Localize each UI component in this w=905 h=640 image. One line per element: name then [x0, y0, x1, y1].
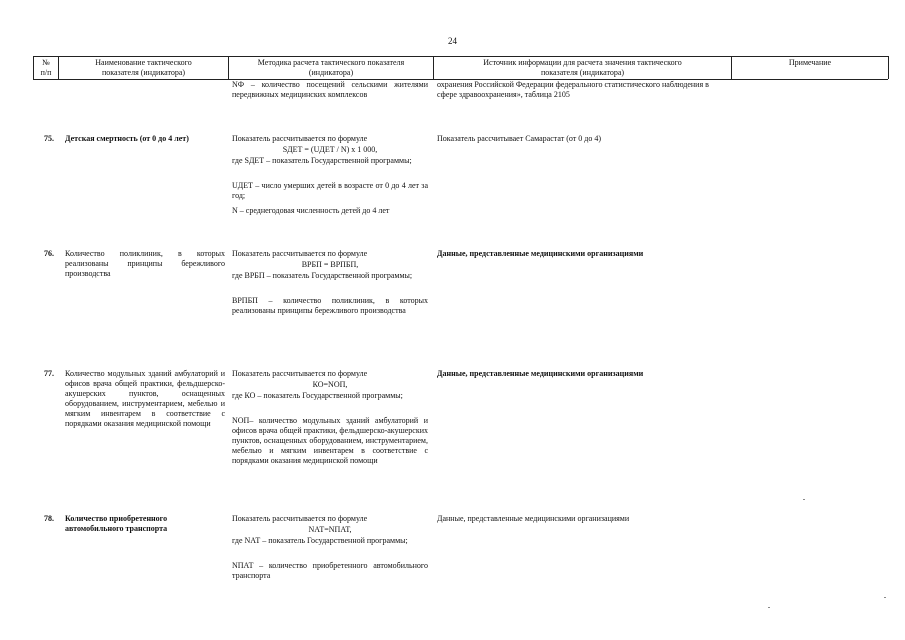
method-definition: NПАТ – количество приобретенного автомобильного транспорта	[232, 561, 428, 580]
formula: КО=NОП,	[312, 380, 348, 389]
formula: ВРБП = ВРПБП,	[301, 260, 359, 269]
header-method: Методика расчета тактического показателя (индикатора)	[257, 58, 405, 77]
header-indicator-name: Наименование тактического показателя (индикатора)	[95, 58, 192, 77]
source-text: Данные, представленные медицинскими организациями	[437, 514, 630, 523]
method-intro: Показатель рассчитывается по формуле	[232, 369, 368, 378]
row-number: 77.	[44, 369, 54, 378]
method-intro: Показатель рассчитывается по формуле	[232, 514, 368, 523]
page-number: 24	[448, 36, 457, 46]
method-definition: где NАТ – показатель Государственной программы;	[232, 536, 408, 545]
method-definition: UДЕТ – число умерших детей в возрасте от 0 до 4 лет за год;	[232, 181, 428, 200]
header-number: № п/п	[40, 58, 52, 77]
row-number: 76.	[44, 249, 54, 258]
method-intro: Показатель рассчитывается по формуле	[232, 134, 368, 143]
header-divider	[888, 56, 889, 79]
scan-speck	[884, 597, 886, 598]
method-definition: ВРПБП – количество поликлиник, в которых реализованы принципы бережливого производства	[232, 296, 428, 315]
header-note: Примечание	[788, 58, 832, 67]
source-text: Данные, представленные медицинскими организациями	[437, 369, 644, 378]
scan-speck	[768, 607, 770, 608]
indicator-name: Количество поликлиник, в которых реализованы принципы бережливого производства	[65, 249, 225, 278]
indicator-name: Количество приобретенного автомобильного транспорта	[65, 514, 168, 533]
indicator-name: Количество модульных зданий амбулаторий и офисов врача общей практики, фельдшерско-акушерских пунктов, оснащенных оборудованием, инструментарием, мебелью и мягким инвентарем в соответствие с порядками оказания медицинской помощи	[65, 369, 225, 428]
method-definition: где КО – показатель Государственной программы;	[232, 391, 403, 400]
source-text: Данные, представленные медицинскими организациями	[437, 249, 644, 258]
formula: NАТ=NПАТ,	[308, 525, 352, 534]
method-definition: N – среднегодовая численность детей до 4 лет	[232, 206, 390, 215]
indicator-name: Детская смертность (от 0 до 4 лет)	[65, 134, 189, 143]
method-definition: где SДЕТ – показатель Государственной программы;	[232, 156, 412, 165]
header-top-border	[33, 56, 888, 57]
row-number: 75.	[44, 134, 54, 143]
formula: SДЕТ = (UДЕТ / N) x 1 000,	[282, 145, 378, 154]
method-definition: NОП– количество модульных зданий амбулаторий и офисов врача общей практики, фельдшерско-акушерских пунктов, оснащенных оборудованием, инструментарием, мебелью и мягким инвентарем в соответствие с порядками оказания медицинской помощи	[232, 416, 428, 465]
method-definition: где ВРБП – показатель Государственной программы;	[232, 271, 413, 280]
source-text: Показатель рассчитывает Самарастат (от 0 до 4)	[437, 134, 601, 143]
scan-speck	[803, 499, 805, 500]
header-source: Источник информации для расчета значения тактического показателя (индикатора)	[483, 58, 682, 77]
method-intro: Показатель рассчитывается по формуле	[232, 249, 368, 258]
continuation-method: NФ – количество посещений сельскими жителями передвижных медицинских комплексов	[232, 80, 428, 99]
row-number: 78.	[44, 514, 54, 523]
continuation-source: охранения Российской Федерации федерального статистического наблюдения в сфере здравоохранения», таблица 2105	[437, 80, 709, 99]
